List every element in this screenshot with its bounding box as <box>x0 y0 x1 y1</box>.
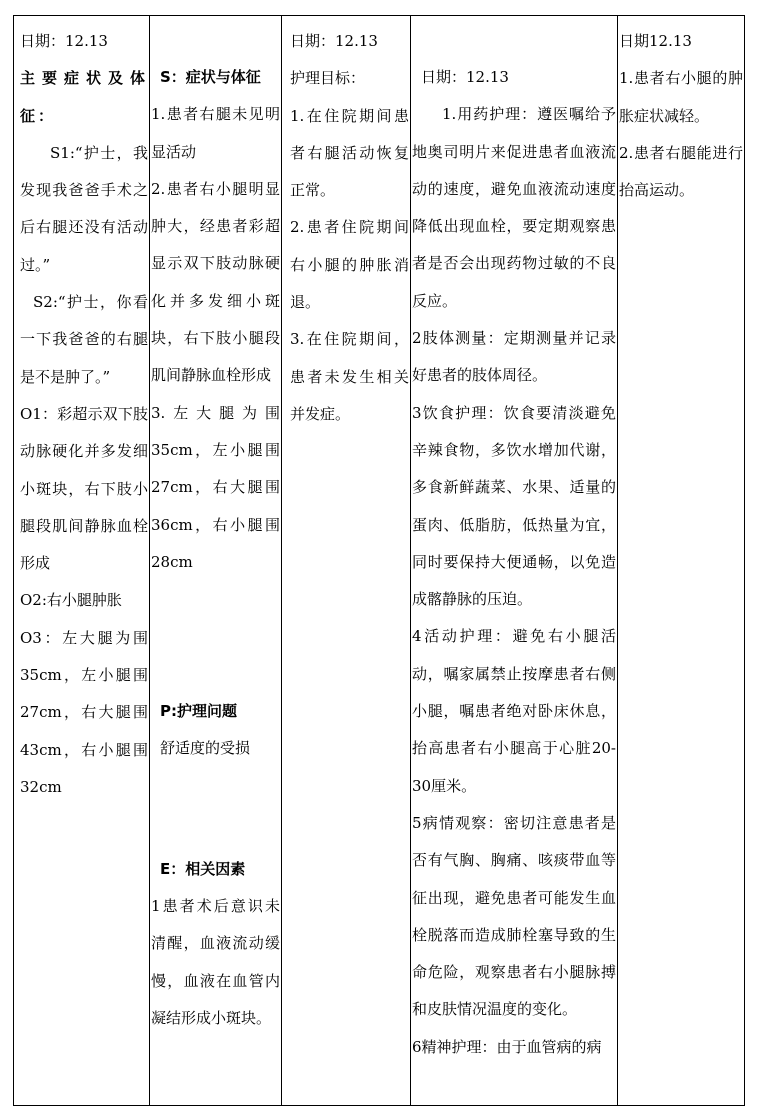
diagnosis-column <box>150 15 281 1105</box>
symptom-item-3: 3.左大腿为围35cm，左小腿围27cm，右大腿围36cm，右小腿围28cm <box>151 403 280 571</box>
symptom-item-1: 1.患者右腿未见明显活动 <box>151 105 280 161</box>
evaluation-date: 日期12.13 <box>619 32 692 50</box>
nursing-record-table <box>13 15 745 1105</box>
related-factors-title: E：相关因素 <box>160 859 246 878</box>
evaluation-item-2: 2.患者右腿能进行抬高运动。 <box>619 143 743 200</box>
subjective-s1: S1:“护士，我发现我爸爸手术之后右腿还没有活动过。” <box>20 143 148 274</box>
symptoms-heading: 主要症状及体征： <box>20 69 148 125</box>
intervention-item-5: 5病情观察：密切注意患者是否有气胸、胸痛、咳痰带血等征出现，避免患者可能发生血栓脱落而造成肺栓塞导致的生命危险，观察患者右小腿脉搏和皮肤情况温度的变化。 <box>412 813 616 1019</box>
goals-date: 日期：12.13 <box>290 32 378 50</box>
objective-o1: O1：彩超示双下肢动脉硬化并多发细小斑块，右下肢小腿段肌间静脉血栓形成 <box>20 404 148 573</box>
assessment-date: 日期：12.13 <box>20 32 108 50</box>
goals-column <box>282 15 410 1105</box>
intervention-item-1: 1.用药护理：遵医嘱给予地奥司明片来促进患者血液流动的速度，避免血液流动速度降低出现血栓，要定期观察患者是否会出现药物过敏的不良反应。 <box>412 105 616 310</box>
interventions-column <box>411 15 617 1105</box>
objective-o3: O3：左大腿为围35cm，左小腿围27cm，右大腿围43cm，右小腿围32cm <box>20 628 148 796</box>
goals-title: 护理目标： <box>290 69 366 88</box>
goal-item-2: 2.患者住院期间右小腿的肿胀消退。 <box>290 218 409 312</box>
subjective-s2: S2:“护士，你看一下我爸爸的右腿是不是肿了。” <box>20 293 148 386</box>
table-bottom-border <box>13 1105 745 1106</box>
intervention-item-3: 3饮食护理：饮食要清淡避免辛辣食物，多饮水增加代谢，多食新鲜蔬菜、水果、适量的蛋肉、低脂肪，低热量为宜，同时要保持大便通畅，以免造成髂静脉的压迫。 <box>412 403 616 609</box>
symptoms-signs-title: S：症状与体征 <box>160 68 261 86</box>
column-divider <box>744 15 745 1105</box>
related-factors-text: 1患者术后意识未清醒，血液流动缓慢，血液在血管内凝结形成小斑块。 <box>151 897 280 1027</box>
nursing-problem-title: P:护理问题 <box>160 702 237 721</box>
goal-item-3: 3.在住院期间，患者未发生相关并发症。 <box>290 330 409 423</box>
intervention-item-4: 4活动护理：避免右小腿活动，嘱家属禁止按摩患者右侧小腿，嘱患者绝对卧床休息，抬高患者右小腿高于心脏20-30厘米。 <box>412 627 616 795</box>
objective-o2: O2:右小腿肿胀 <box>20 591 122 610</box>
intervention-item-6: 6精神护理：由于血管病的病 <box>412 1037 602 1056</box>
interventions-date: 日期：12.13 <box>421 68 509 86</box>
evaluation-column <box>618 15 744 1105</box>
goal-item-1: 1.在住院期间患者右腿活动恢复正常。 <box>290 106 409 200</box>
assessment-column <box>14 15 149 1105</box>
intervention-item-2: 2肢体测量：定期测量并记录好患者的肢体周径。 <box>412 329 616 385</box>
evaluation-item-1: 1.患者右小腿的肿胀症状减轻。 <box>619 69 743 125</box>
nursing-problem-text: 舒适度的受损 <box>160 739 251 758</box>
symptom-item-2: 2.患者右小腿明显肿大，经患者彩超显示双下肢动脉硬化并多发细小斑块，右下肢小腿段肌间静脉血栓形成 <box>151 179 280 385</box>
